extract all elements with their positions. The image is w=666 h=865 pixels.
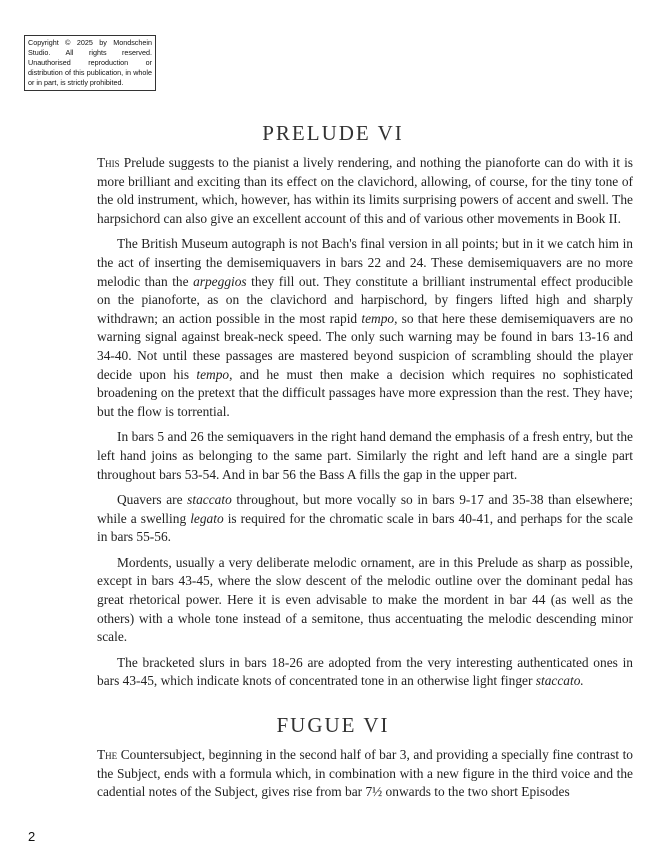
fugue-body [97, 746, 633, 809]
paragraph [97, 654, 633, 691]
paragraph: Mordents, usually a very deliberate melodic ornament, are in this Prelude as sharp as possible, except in bars 43-45, where the slow descent of the melodic outline over the dominant pedal has great rhetorical power. Here it is even advisable to make the mordent in bar 44 (as well as the others) with a whole tone instead of a semitone, thus accentuating the melodic descending minor scale. [97, 554, 633, 645]
page-number: 2 [28, 829, 36, 844]
lead-word: This [97, 155, 120, 170]
paragraph [97, 154, 633, 228]
italic-term: tempo [361, 310, 395, 326]
paragraph [97, 235, 633, 421]
italic-term: tempo [196, 366, 230, 382]
text: , so that here these demisemiquavers are no warning signal against break-neck speed. The only such warning may be found in bars 13-16 and 34-40. Not until these passages are mastered beyond suspicion of scrambling should the player decide upon his [97, 310, 633, 382]
text: they fill out. They constitute a brilliant instrumental effect producible on the pianoforte, as on the clavichord and harpischord, by fingers lifted high and sharply withdrawn; an action possible in the most rapid [97, 273, 633, 326]
text: Quavers are [117, 492, 188, 508]
fugue-title: FUGUE VI [276, 713, 390, 738]
prelude-body [97, 154, 633, 698]
italic-term: legato [190, 510, 224, 526]
italic-term: staccato. [535, 673, 584, 689]
paragraph: In bars 5 and 26 the semiquavers in the right hand demand the emphasis of a fresh entry, but the left hand joins as belonging to the same part. Similarly the right and left hand are a single part throughout bars 53-54. And in bar 56 the Bass A fills the gap in the upper part. [97, 429, 633, 482]
italic-term: staccato [187, 492, 232, 508]
text: is required for the chromatic scale in bars 40-41, and perhaps for the scale in bars 55-56. [97, 510, 633, 545]
text: The bracketed slurs in bars 18-26 are adopted from the very interesting authenticated ones in bars 43-45, which indicate knots of concentrated tone in an otherwise light finger [97, 654, 633, 689]
copyright-notice: Copyright © 2025 by Mondschein Studio. All rights reserved. Unauthorised reproduction or distribution of this publication, in whole or in part, is strictly prohibited. [24, 35, 156, 91]
italic-term: arpeggios [193, 273, 247, 289]
text: Prelude suggests to the pianist a lively rendering, and nothing the pianoforte can do with it is more brilliant and exciting than its effect on the clavichord, allowing, of course, for the tiny tone of the old instrument, which, however, has within its limits surprising powers of accent and swell. The harpsichord can also give an excellent account of this and of various other movements in Book II. [97, 155, 633, 226]
lead-word: The [97, 747, 118, 763]
text: , and he must then make a decision which requires no sophisticated broadening on the pretext that the difficult passages have more expression than the rest. They have; but the flow is torrential. [97, 366, 633, 419]
text: Countersubject, beginning in the second half of bar 3, and providing a specially fine contrast to the Subject, ends with a formula which, in combination with a new figure in the third voice and the cadential notes of the Subject, gives rise from bar 7½ onwards to the two short Episodes [97, 747, 633, 800]
paragraph [97, 491, 633, 547]
paragraph [97, 746, 633, 802]
text: The British Museum autograph is not Bach's final version in all points; but in it we catch him in the act of inserting the demisemiquavers in bars 22 and 24. These demisemiquavers are no more melodic than the [97, 236, 633, 289]
prelude-title: PRELUDE VI [262, 121, 404, 145]
text: throughout, but more vocally so in bars 9-17 and 35-38 than elsewhere; while a swelling [97, 492, 633, 526]
